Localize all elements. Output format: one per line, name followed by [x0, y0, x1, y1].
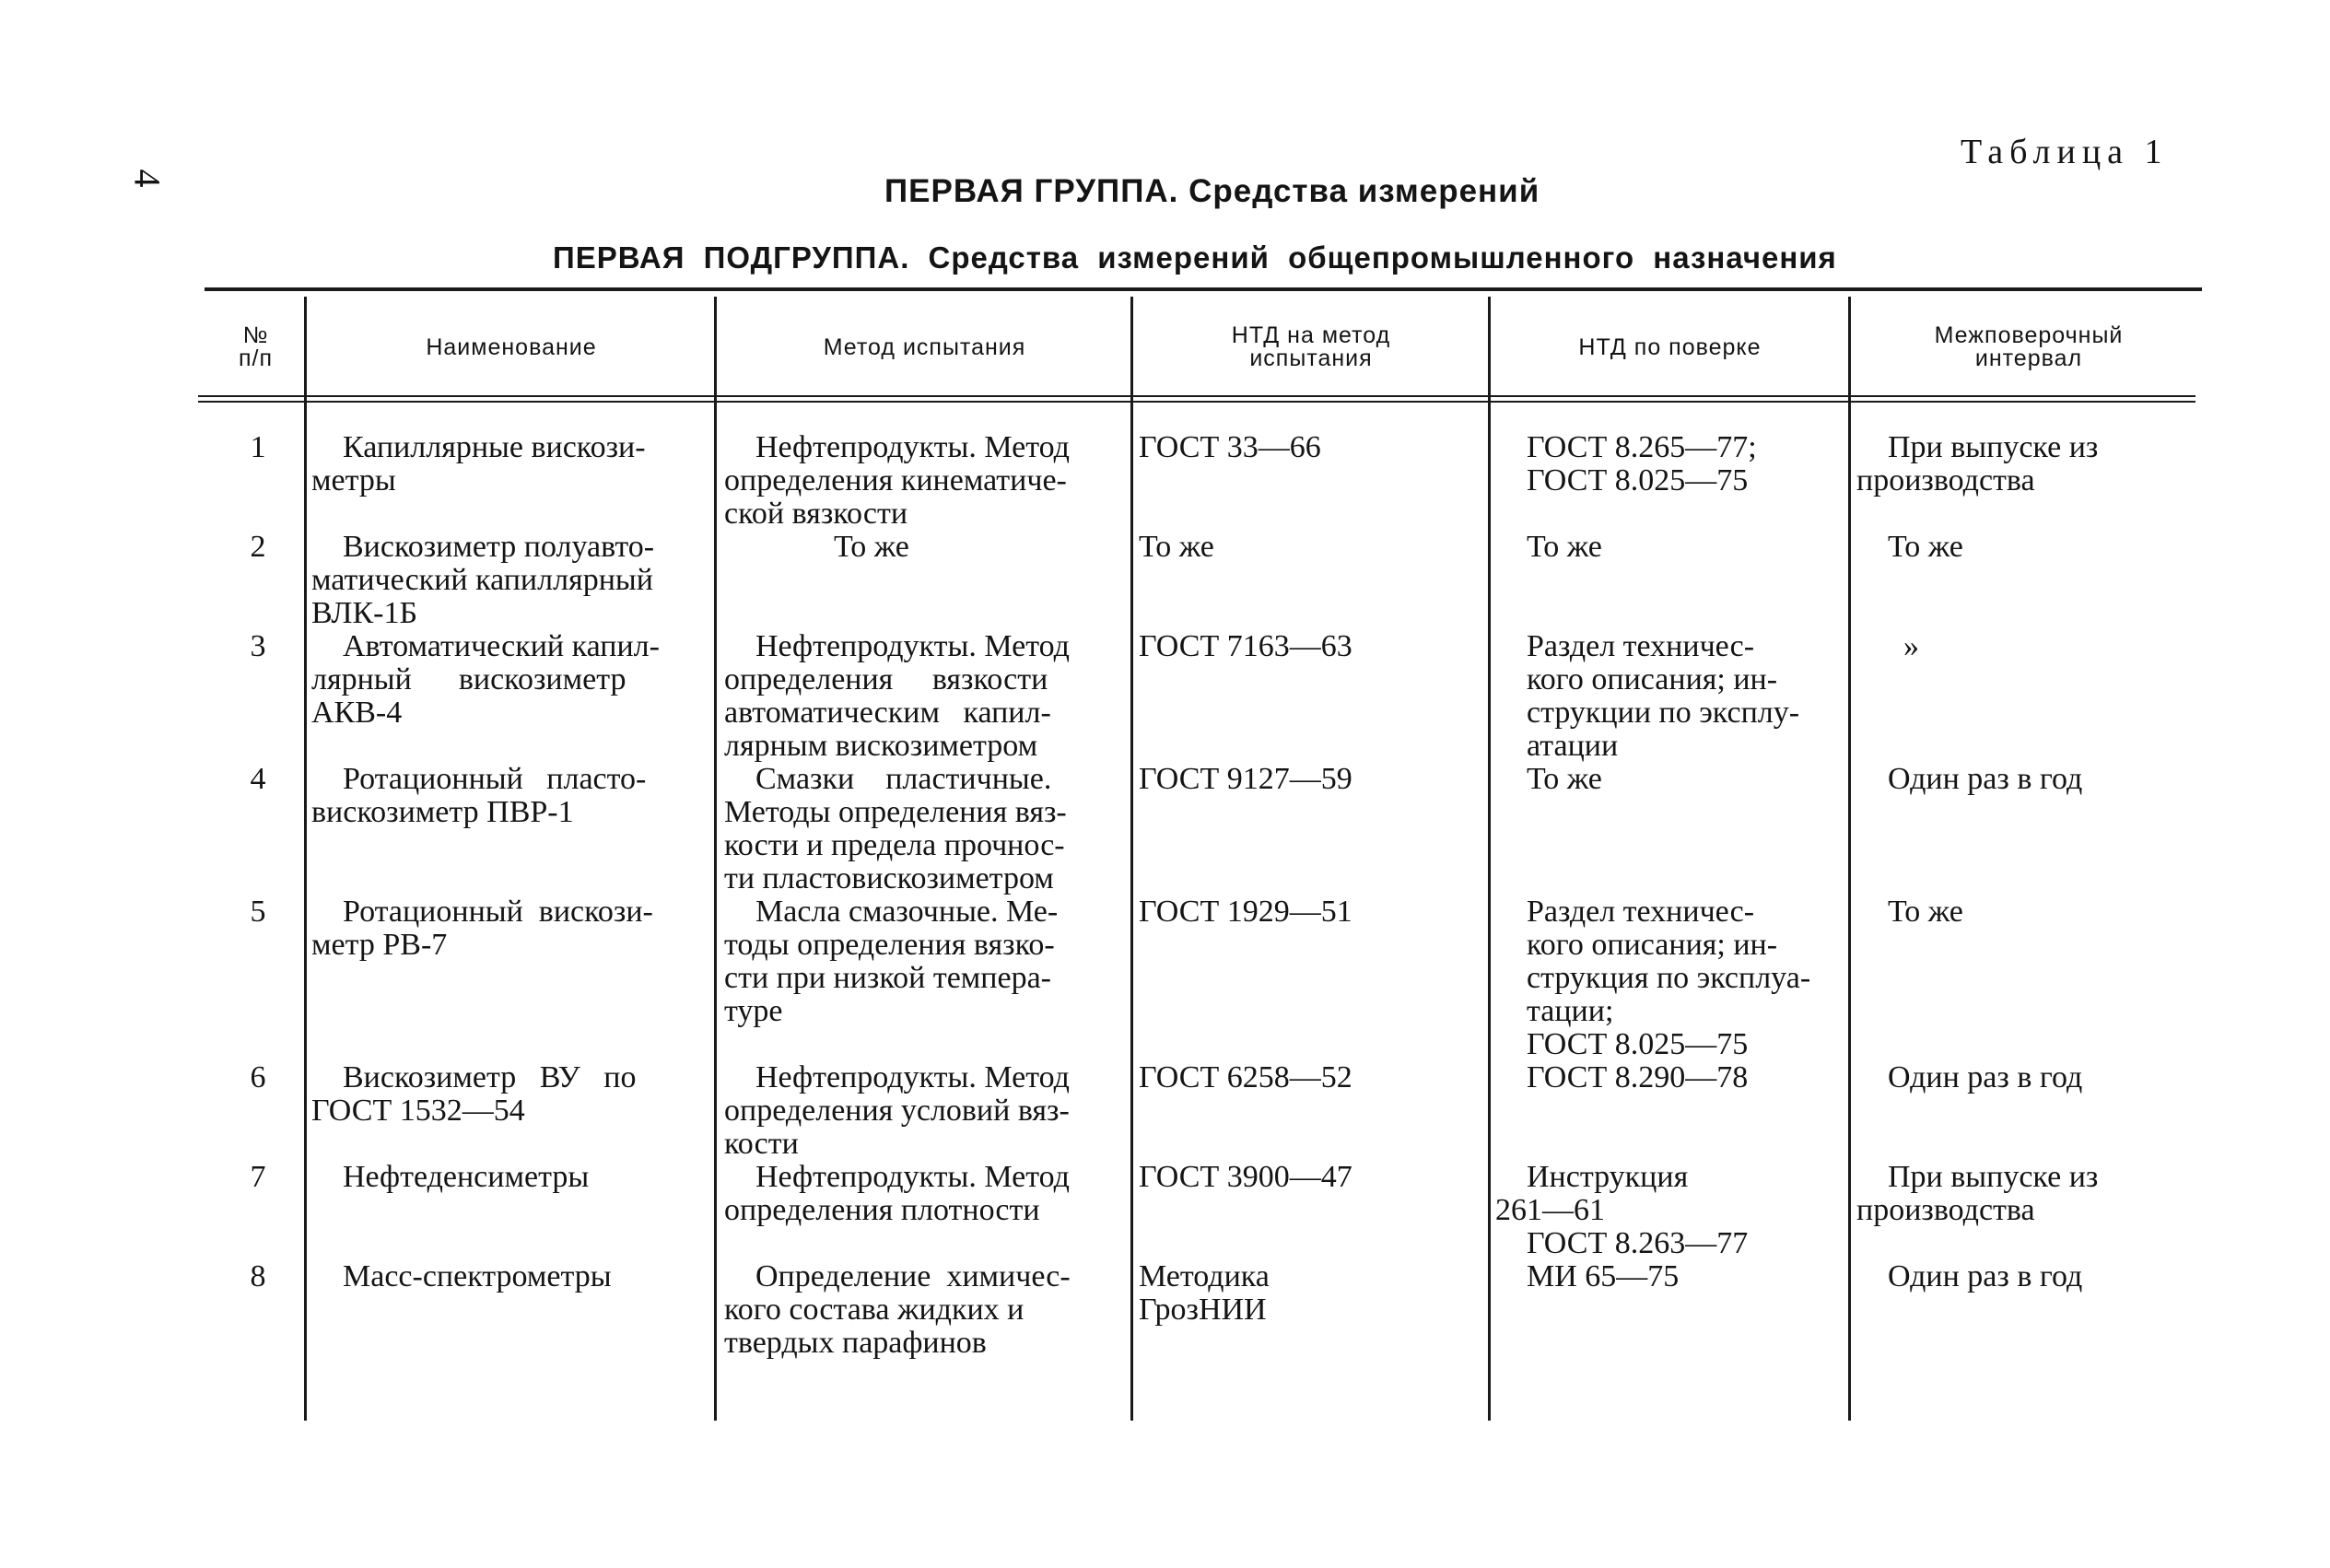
row-number: 2 [250, 530, 266, 564]
header-method: Метод испытания [823, 333, 1026, 360]
row-interval: При выпуске из производства [1856, 1160, 2099, 1227]
header-no: № п/п [238, 322, 274, 371]
row-interval: Один раз в год [1856, 762, 2083, 796]
row-name: Ротационный пласто- вискозиметр ПВР-1 [311, 762, 647, 829]
row-name: Автоматический капил- лярный вискозиметр АКВ-4 [311, 629, 660, 730]
table-label: Таблица 1 [1961, 133, 2169, 171]
header-ntd-method: НТД на метод испытания [1231, 322, 1391, 371]
row-ntd-verification: Раздел техничес- кого описания; ин- струкция по эксплуа- тации; ГОСТ 8.025—75 [1527, 895, 1811, 1061]
column-divider [1488, 297, 1491, 1421]
row-ntd-method: ГОСТ 6258—52 [1139, 1060, 1352, 1094]
column-divider [1130, 297, 1133, 1421]
row-ntd-verification: То же [1495, 530, 1602, 564]
row-interval: Один раз в год [1856, 1259, 2083, 1293]
row-method: Смазки пластичные. Методы определения вяз- кости и предела прочнос- ти пластовискозиметром [724, 762, 1067, 895]
column-divider [1848, 297, 1851, 1421]
row-method: То же [724, 530, 909, 564]
row-ntd-method: ГОСТ 33—66 [1139, 430, 1321, 464]
row-ntd-verification: ГОСТ 8.290—78 [1495, 1060, 1749, 1094]
row-number: 4 [250, 762, 266, 796]
row-name: Масс-спектрометры [311, 1259, 612, 1293]
row-ntd-verification: ГОСТ 8.265—77; ГОСТ 8.025—75 [1527, 430, 1757, 497]
row-interval: То же [1856, 895, 1963, 929]
column-divider [714, 297, 717, 1421]
row-ntd-verification: То же [1495, 762, 1602, 796]
row-method: Определение химичес- кого состава жидких и твердых парафинов [724, 1259, 1071, 1360]
row-method: Нефтепродукты. Метод определения плотности [724, 1160, 1070, 1227]
row-number: 3 [250, 629, 266, 663]
header-name: Наименование [426, 333, 597, 360]
row-ntd-verification: Раздел техничес- кого описания; ин- струкции по эксплу- атации [1527, 629, 1800, 763]
row-name: Вискозиметр ВУ по ГОСТ 1532—54 [311, 1060, 637, 1128]
page-number: 4 [126, 169, 169, 188]
row-number: 7 [250, 1160, 266, 1194]
row-name: Вискозиметр полуавто- матический капиллярный ВЛК-1Б [311, 530, 655, 630]
table-top-rule [205, 287, 2202, 291]
row-ntd-method: ГОСТ 9127—59 [1139, 762, 1352, 796]
row-ntd-verification: МИ 65—75 [1495, 1259, 1680, 1293]
row-interval: » [1856, 629, 1919, 663]
page-subtitle: ПЕРВАЯ ПОДГРУППА. Средства измерений общепромышленного назначения [553, 240, 1837, 275]
row-ntd-method: ГОСТ 7163—63 [1139, 629, 1352, 663]
row-number: 5 [250, 895, 266, 929]
row-ntd-method: Методика ГрозНИИ [1139, 1259, 1270, 1327]
row-number: 6 [250, 1060, 266, 1094]
row-name: Ротационный вискози- метр РВ-7 [311, 895, 653, 962]
row-method: Нефтепродукты. Метод определения кинематиче- ской вязкости [724, 430, 1070, 531]
row-number: 1 [250, 430, 266, 464]
row-method: Нефтепродукты. Метод определения условий вяз- кости [724, 1060, 1070, 1161]
row-interval: При выпуске из производства [1856, 430, 2099, 497]
header-interval: Межповерочный интервал [1934, 322, 2124, 371]
header-ntd-verification: НТД по поверке [1578, 333, 1762, 360]
row-number: 8 [250, 1259, 266, 1293]
row-name: Нефтеденсиметры [311, 1160, 590, 1194]
header-bottom-rule-2 [198, 401, 2195, 403]
row-interval: Один раз в год [1856, 1060, 2083, 1094]
row-ntd-verification: Инструкция 261—61 ГОСТ 8.263—77 [1495, 1160, 1749, 1260]
row-method: Нефтепродукты. Метод определения вязкости автоматическим капил- лярным вискозиметром [724, 629, 1070, 763]
row-ntd-method: ГОСТ 1929—51 [1139, 895, 1352, 929]
row-ntd-method: То же [1139, 530, 1214, 564]
row-interval: То же [1856, 530, 1963, 564]
column-divider [304, 297, 307, 1421]
row-method: Масла смазочные. Ме- тоды определения вязко- сти при низкой темпера- туре [724, 895, 1059, 1028]
page-title: ПЕРВАЯ ГРУППА. Средства измерений [884, 173, 1540, 209]
row-ntd-method: ГОСТ 3900—47 [1139, 1160, 1352, 1194]
row-name: Капиллярные вискози- метры [311, 430, 646, 497]
